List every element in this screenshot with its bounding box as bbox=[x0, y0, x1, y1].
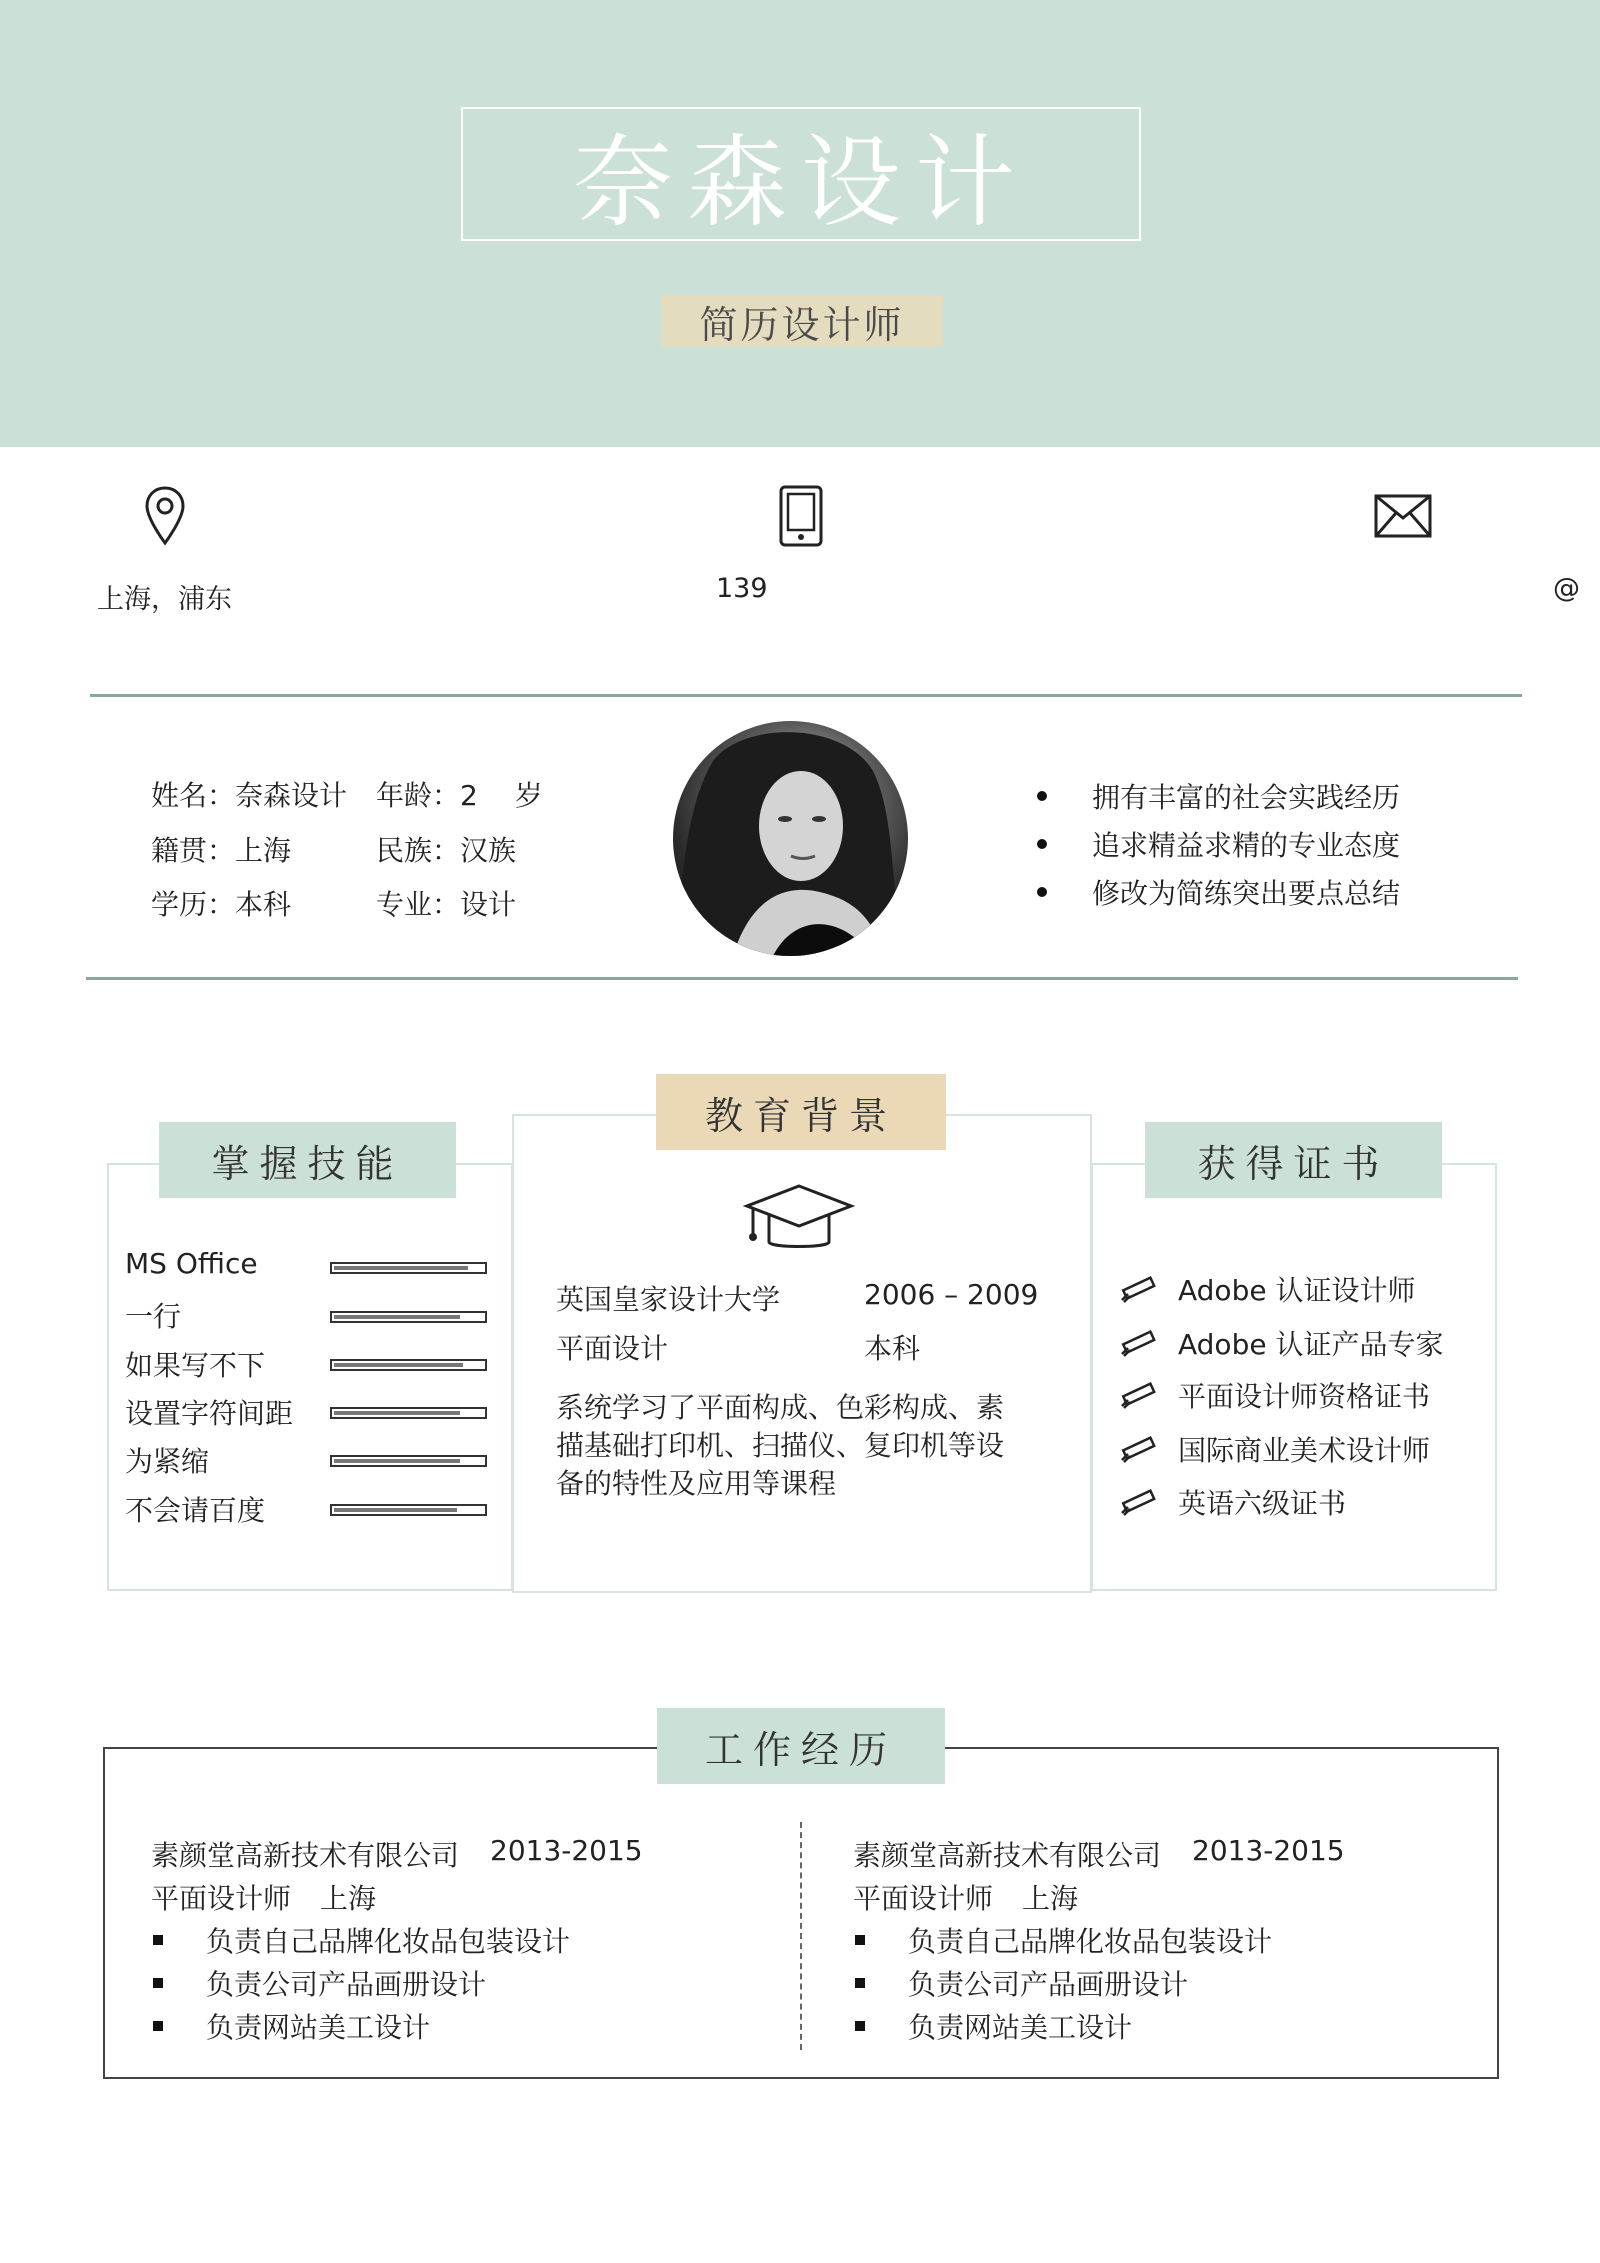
education-heading: 教育背景 bbox=[656, 1074, 946, 1150]
certificate-item: 英语六级证书 bbox=[1178, 1487, 1347, 1520]
graduation-cap-icon bbox=[743, 1182, 855, 1256]
work-role: 平面设计师 bbox=[853, 1882, 994, 1915]
skill-bar bbox=[330, 1504, 487, 1516]
contact-phone: 139 bbox=[716, 573, 768, 604]
bullet-dot bbox=[1037, 791, 1047, 801]
contact-email: @ bbox=[1553, 573, 1580, 604]
bullet-square bbox=[153, 1935, 163, 1945]
education-period: 2006 – 2009 bbox=[864, 1278, 1039, 1311]
education-degree: 本科 bbox=[864, 1332, 921, 1365]
bullet-dot bbox=[1037, 887, 1047, 897]
skill-label: 为紧缩 bbox=[125, 1445, 210, 1478]
bullet-square bbox=[855, 1935, 865, 1945]
envelope-icon bbox=[1374, 494, 1432, 542]
work-company: 素颜堂高新技术有限公司 bbox=[151, 1839, 460, 1872]
work-heading: 工作经历 bbox=[657, 1708, 945, 1784]
diploma-icon bbox=[1118, 1487, 1158, 1521]
bullet-square bbox=[855, 1978, 865, 1988]
work-period: 2013-2015 bbox=[1192, 1834, 1345, 1867]
work-city: 上海 bbox=[320, 1882, 377, 1915]
skill-label: 不会请百度 bbox=[125, 1494, 266, 1527]
diploma-icon bbox=[1118, 1434, 1158, 1468]
education-description-line: 描基础打印机、扫描仪、复印机等设 bbox=[556, 1429, 1005, 1462]
profile-age: 年龄：2 岁 bbox=[376, 779, 543, 812]
diploma-icon bbox=[1118, 1274, 1158, 1308]
certificate-item: 平面设计师资格证书 bbox=[1178, 1380, 1431, 1413]
education-major: 平面设计 bbox=[556, 1332, 669, 1365]
certificates-heading: 获得证书 bbox=[1145, 1122, 1442, 1198]
divider-bottom bbox=[86, 977, 1518, 980]
work-city: 上海 bbox=[1022, 1882, 1079, 1915]
work-duty: 负责公司产品画册设计 bbox=[206, 1968, 487, 2001]
profile-photo bbox=[673, 721, 908, 956]
work-role: 平面设计师 bbox=[151, 1882, 292, 1915]
skills-heading: 掌握技能 bbox=[159, 1122, 456, 1198]
resume-subtitle: 简历设计师 bbox=[661, 295, 943, 347]
skill-bar-fill bbox=[334, 1411, 460, 1415]
skill-label: MS Office bbox=[125, 1247, 258, 1280]
skill-bar-fill bbox=[334, 1459, 460, 1463]
education-description-line: 备的特性及应用等课程 bbox=[556, 1467, 837, 1500]
contact-location: 上海，浦东 bbox=[97, 584, 232, 615]
profile-name: 姓名：奈森设计 bbox=[151, 779, 348, 812]
skill-bar-fill bbox=[334, 1315, 460, 1319]
highlight-item: 追求精益求精的专业态度 bbox=[1092, 829, 1401, 862]
education-school: 英国皇家设计大学 bbox=[556, 1283, 781, 1316]
bullet-dot bbox=[1037, 839, 1047, 849]
skill-bar bbox=[330, 1262, 487, 1274]
skill-bar-fill bbox=[334, 1508, 457, 1512]
certificate-item: Adobe 认证设计师 bbox=[1178, 1274, 1416, 1307]
work-company: 素颜堂高新技术有限公司 bbox=[853, 1839, 1162, 1872]
bullet-square bbox=[153, 2021, 163, 2031]
skill-bar bbox=[330, 1407, 487, 1419]
skill-bar-fill bbox=[334, 1363, 463, 1367]
highlight-item: 修改为简练突出要点总结 bbox=[1092, 877, 1401, 910]
bullet-square bbox=[153, 1978, 163, 1988]
education-description-line: 系统学习了平面构成、色彩构成、素 bbox=[556, 1391, 1005, 1424]
work-duty: 负责自己品牌化妆品包装设计 bbox=[908, 1925, 1273, 1958]
profile-major: 专业：设计 bbox=[376, 888, 517, 921]
skill-label: 如果写不下 bbox=[125, 1349, 266, 1382]
skill-label: 一行 bbox=[125, 1300, 182, 1333]
profile-ethnicity: 民族：汉族 bbox=[376, 834, 517, 867]
skill-bar-fill bbox=[334, 1266, 468, 1270]
profile-hometown: 籍贯：上海 bbox=[151, 834, 292, 867]
map-pin-icon bbox=[143, 485, 187, 551]
resume-name-title: 奈森设计 bbox=[461, 107, 1141, 241]
divider-top bbox=[90, 694, 1522, 697]
work-duty: 负责自己品牌化妆品包装设计 bbox=[206, 1925, 571, 1958]
skill-label: 设置字符间距 bbox=[125, 1397, 294, 1430]
work-duty: 负责公司产品画册设计 bbox=[908, 1968, 1189, 2001]
work-duty: 负责网站美工设计 bbox=[206, 2011, 431, 2044]
bullet-square bbox=[855, 2021, 865, 2031]
certificate-item: Adobe 认证产品专家 bbox=[1178, 1328, 1444, 1361]
work-duty: 负责网站美工设计 bbox=[908, 2011, 1133, 2044]
profile-education: 学历：本科 bbox=[151, 888, 292, 921]
skill-bar bbox=[330, 1455, 487, 1467]
work-column-divider bbox=[800, 1822, 802, 2050]
certificate-item: 国际商业美术设计师 bbox=[1178, 1434, 1431, 1467]
highlight-item: 拥有丰富的社会实践经历 bbox=[1092, 781, 1401, 814]
skill-bar bbox=[330, 1311, 487, 1323]
diploma-icon bbox=[1118, 1380, 1158, 1414]
diploma-icon bbox=[1118, 1328, 1158, 1362]
mobile-phone-icon bbox=[778, 484, 824, 552]
work-period: 2013-2015 bbox=[490, 1834, 643, 1867]
skill-bar bbox=[330, 1359, 487, 1371]
